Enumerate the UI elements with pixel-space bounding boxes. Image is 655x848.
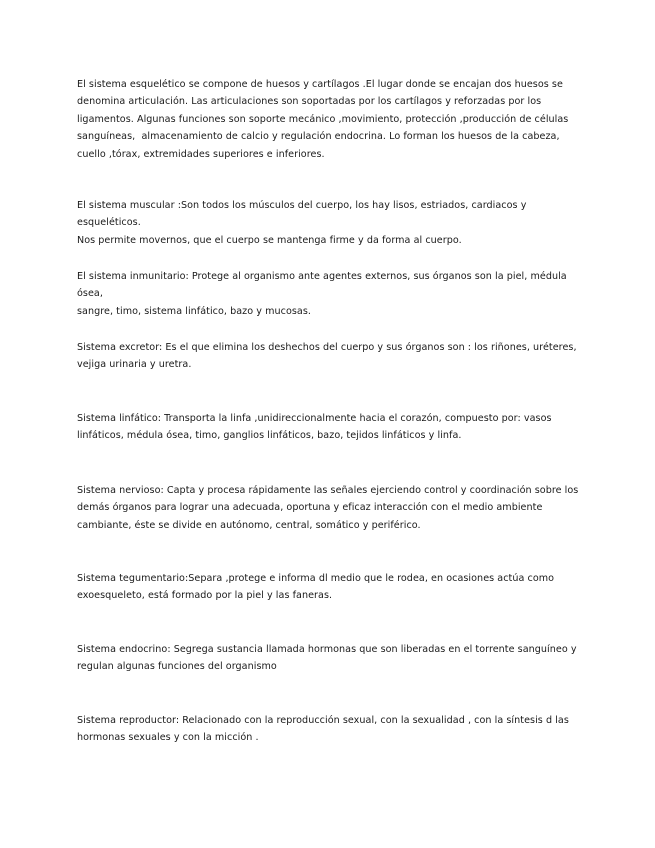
paragraph-sistema-inmunitario: El sistema inmunitario: Protege al organismo ante agentes externos, sus órganos son la piel, médula ósea, sangre, timo, sistema linfático, bazo y mucosas. — [77, 271, 567, 317]
paragraph-sistema-linfatico: Sistema linfático: Transporta la linfa ,unidireccionalmente hacia el corazón, compuesto por: vasos linfáticos, médula ósea, timo, ganglios linfáticos, bazo, tejidos linfáticos y linfa. — [77, 413, 552, 442]
paragraph-sistema-muscular: El sistema muscular :Son todos los músculos del cuerpo, los hay lisos, estriados, cardiacos y esqueléticos. Nos permite movernos, que el cuerpo se mantenga firme y da forma al cuerpo. — [77, 200, 527, 246]
paragraph-sistema-nervioso: Sistema nervioso: Capta y procesa rápidamente las señales ejerciendo control y coordinación sobre los demás órganos para lograr una adecuada, oportuna y eficaz interacción con el medio ambiente cambiante, éste se divide en autónomo, central, somático y periférico. — [77, 485, 579, 531]
paragraph-sistema-excretor: Sistema excretor: Es el que elimina los deshechos del cuerpo y sus órganos son : los riñones, uréteres, vejiga urinaria y uretra. — [77, 342, 577, 371]
paragraph-sistema-endocrino: Sistema endocrino: Segrega sustancia llamada hormonas que son liberadas en el torrente sanguíneo y regulan algunas funciones del organismo — [77, 644, 577, 673]
paragraph-sistema-reproductor: Sistema reproductor: Relacionado con la reproducción sexual, con la sexualidad , con la síntesis d las hormonas sexuales y con la micción . — [77, 715, 569, 744]
paragraph-sistema-esqueletico: El sistema esquelético se compone de huesos y cartílagos .El lugar donde se encajan dos huesos se denomina articulación. Las articulaciones son soportadas por los cartílagos y reforzadas por los ligamentos. Algunas funciones son soporte mecánico ,movimiento, protección ,producción de células sanguíneas, almacenamiento de calcio y regulación endocrina. Lo forman los huesos de la cabeza, cuello ,tórax, extremidades superiores e inferiores. — [77, 79, 569, 160]
paragraph-sistema-tegumentario: Sistema tegumentario:Separa ,protege e informa dl medio que le rodea, en ocasiones actúa como exoesqueleto, está formado por la piel y las faneras. — [77, 573, 555, 602]
